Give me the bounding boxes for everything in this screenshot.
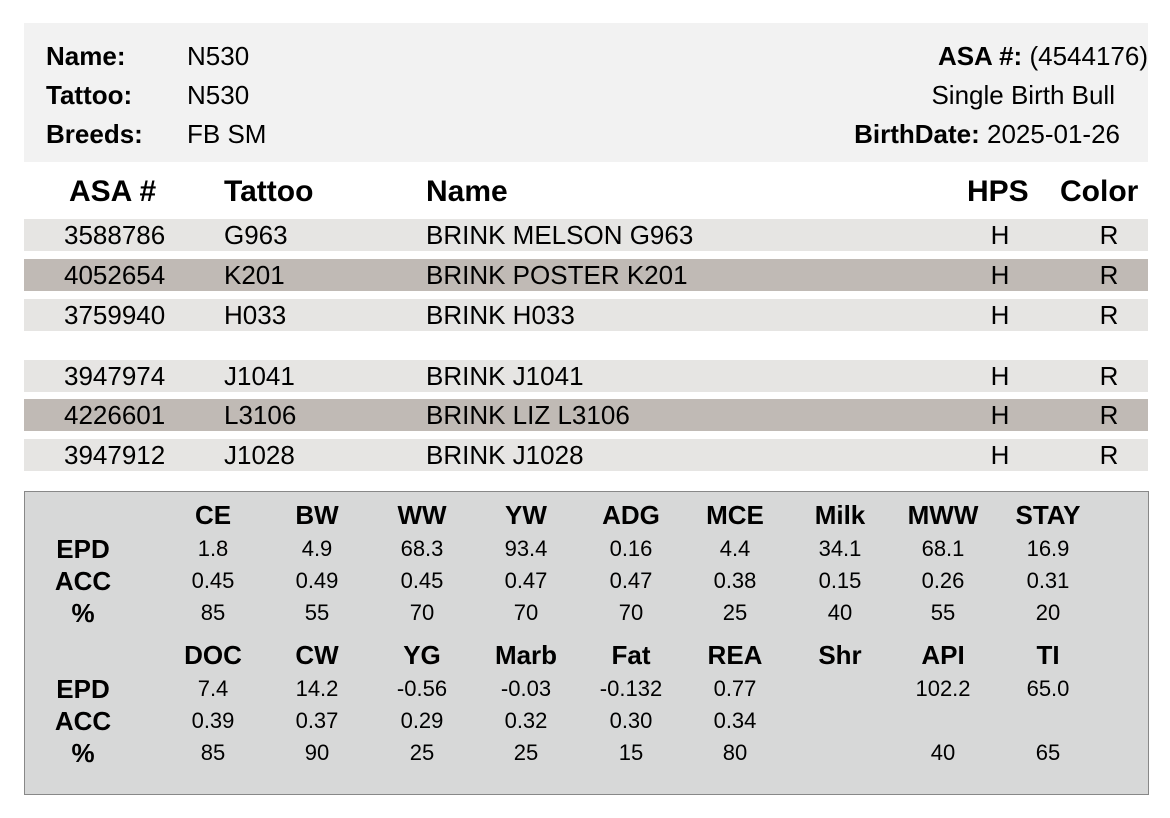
epd-header-marb: Marb [494, 640, 558, 670]
row-tattoo: G963 [224, 220, 288, 250]
pct-value: 55 [930, 600, 956, 625]
pedigree-row [24, 259, 1148, 291]
pedigree-row [24, 299, 1148, 331]
pct-value: 65 [1035, 740, 1061, 765]
epd-row-label: % [71, 738, 95, 768]
row-hps: H [990, 400, 1010, 430]
epd-header-api: API [921, 640, 965, 670]
birthdate-line [854, 119, 1120, 149]
pct-value: 40 [930, 740, 956, 765]
epd-value: 34.1 [818, 536, 862, 561]
col-header-name: Name [426, 175, 508, 208]
acc-value: 0.49 [295, 568, 339, 593]
row-name: BRINK J1028 [426, 440, 584, 470]
acc-value: 0.45 [191, 568, 235, 593]
epd-header-mce: MCE [706, 500, 764, 530]
pct-value: 25 [722, 600, 748, 625]
epd-value: 0.77 [713, 676, 757, 701]
epd-row-label: EPD [56, 534, 110, 564]
pct-value: 25 [409, 740, 435, 765]
pct-value: 55 [304, 600, 330, 625]
asa-value: (4544176) [1029, 41, 1148, 71]
birth-type: Single Birth Bull [931, 80, 1115, 110]
epd-row-label: ACC [54, 566, 112, 596]
birthdate-label: BirthDate: [854, 119, 980, 149]
epd-value: 65.0 [1026, 676, 1070, 701]
pct-value: 20 [1035, 600, 1061, 625]
row-name: BRINK J1041 [426, 361, 584, 391]
col-header-hps: HPS [967, 175, 1029, 208]
epd-value: -0.132 [599, 676, 663, 701]
acc-value: 0.15 [818, 568, 862, 593]
acc-value: 0.38 [713, 568, 757, 593]
row-color: R [1099, 220, 1119, 250]
row-name: BRINK LIZ L3106 [426, 400, 630, 430]
epd-header-bw: BW [295, 500, 339, 530]
name-line [46, 41, 250, 71]
row-color: R [1099, 440, 1119, 470]
epd-header-cw: CW [295, 640, 339, 670]
col-header-asa: ASA # [69, 175, 157, 208]
pct-value: 90 [304, 740, 330, 765]
row-color: R [1099, 361, 1119, 391]
pedigree-row [24, 399, 1148, 431]
pedigree-row [24, 360, 1148, 392]
epd-value: 68.3 [400, 536, 444, 561]
acc-value: 0.47 [609, 568, 653, 593]
tattoo-line [46, 80, 250, 110]
row-asa: 3588786 [64, 220, 166, 250]
epd-header-yw: YW [505, 500, 547, 530]
row-tattoo: J1028 [224, 440, 295, 470]
row-name: BRINK H033 [426, 300, 575, 330]
epd-value: 4.4 [719, 536, 751, 561]
breeds-line [46, 119, 267, 149]
animal-info-panel [24, 23, 1148, 162]
row-tattoo: K201 [224, 260, 285, 290]
acc-value: 0.34 [713, 708, 757, 733]
pct-value: 70 [513, 600, 539, 625]
epd-header-adg: ADG [602, 500, 660, 530]
pct-value: 85 [200, 600, 226, 625]
pct-value: 40 [827, 600, 853, 625]
row-tattoo: H033 [224, 300, 287, 330]
epd-header-ww: WW [397, 500, 447, 530]
epd-header-doc: DOC [184, 640, 242, 670]
epd-header-stay: STAY [1015, 500, 1081, 530]
row-tattoo: J1041 [224, 361, 295, 391]
epd-value: 7.4 [197, 676, 229, 701]
asa-line [938, 41, 1148, 71]
pedigree-row [24, 439, 1148, 471]
name-value: N530 [187, 41, 250, 71]
pct-value: 25 [513, 740, 539, 765]
acc-value: 0.29 [400, 708, 444, 733]
breeds-value: FB SM [187, 119, 267, 149]
row-name: BRINK POSTER K201 [426, 260, 688, 290]
epd-header-rea: REA [707, 640, 763, 670]
acc-value: 0.45 [400, 568, 444, 593]
pct-value: 85 [200, 740, 226, 765]
acc-value: 0.31 [1026, 568, 1070, 593]
epd-value: 68.1 [921, 536, 965, 561]
epd-value: 16.9 [1026, 536, 1070, 561]
row-asa: 3947974 [64, 361, 166, 391]
name-label: Name: [46, 41, 126, 71]
epd-value: -0.03 [500, 676, 552, 701]
row-name: BRINK MELSON G963 [426, 220, 694, 250]
row-color: R [1099, 400, 1119, 430]
epd-header-milk: Milk [814, 500, 866, 530]
epd-row-label: EPD [56, 674, 110, 704]
acc-value: 0.47 [504, 568, 548, 593]
epd-value: -0.56 [396, 676, 448, 701]
epd-header-ce: CE [194, 500, 232, 530]
epd-value: 93.4 [504, 536, 548, 561]
row-hps: H [990, 300, 1010, 330]
breeds-label: Breeds: [46, 119, 143, 149]
epd-value: 1.8 [197, 536, 229, 561]
tattoo-value: N530 [187, 80, 250, 110]
asa-label: ASA #: [937, 41, 1023, 71]
row-asa: 3947912 [64, 440, 166, 470]
pedigree-row [24, 219, 1148, 251]
acc-value: 0.32 [504, 708, 548, 733]
row-tattoo: L3106 [224, 400, 297, 430]
epd-header-yg: YG [403, 640, 441, 670]
col-header-tattoo: Tattoo [224, 175, 314, 208]
pct-value: 80 [722, 740, 748, 765]
tattoo-label: Tattoo: [46, 80, 133, 110]
epd-value: 0.16 [609, 536, 653, 561]
pct-value: 70 [409, 600, 435, 625]
row-asa: 3759940 [64, 300, 166, 330]
row-color: R [1099, 300, 1119, 330]
row-hps: H [990, 260, 1010, 290]
acc-value: 0.30 [609, 708, 653, 733]
col-header-color: Color [1060, 175, 1139, 208]
epd-value: 4.9 [301, 536, 333, 561]
birthdate-value: 2025-01-26 [987, 119, 1120, 149]
row-hps: H [990, 361, 1010, 391]
epd-header-ti: TI [1036, 640, 1060, 670]
epd-header-mww: MWW [907, 500, 979, 530]
epd-value: 14.2 [295, 676, 339, 701]
epd-row-label: ACC [54, 706, 112, 736]
epd-panel [24, 491, 1149, 795]
row-hps: H [990, 440, 1010, 470]
epd-value: 102.2 [915, 676, 971, 701]
acc-value: 0.26 [921, 568, 965, 593]
pct-value: 70 [618, 600, 644, 625]
epd-header-shr: Shr [818, 640, 862, 670]
row-asa: 4226601 [64, 400, 166, 430]
epd-header-fat: Fat [611, 640, 651, 670]
row-asa: 4052654 [64, 260, 166, 290]
row-color: R [1099, 260, 1119, 290]
pct-value: 15 [618, 740, 644, 765]
row-hps: H [990, 220, 1010, 250]
epd-row-label: % [71, 598, 95, 628]
acc-value: 0.37 [295, 708, 339, 733]
acc-value: 0.39 [191, 708, 235, 733]
